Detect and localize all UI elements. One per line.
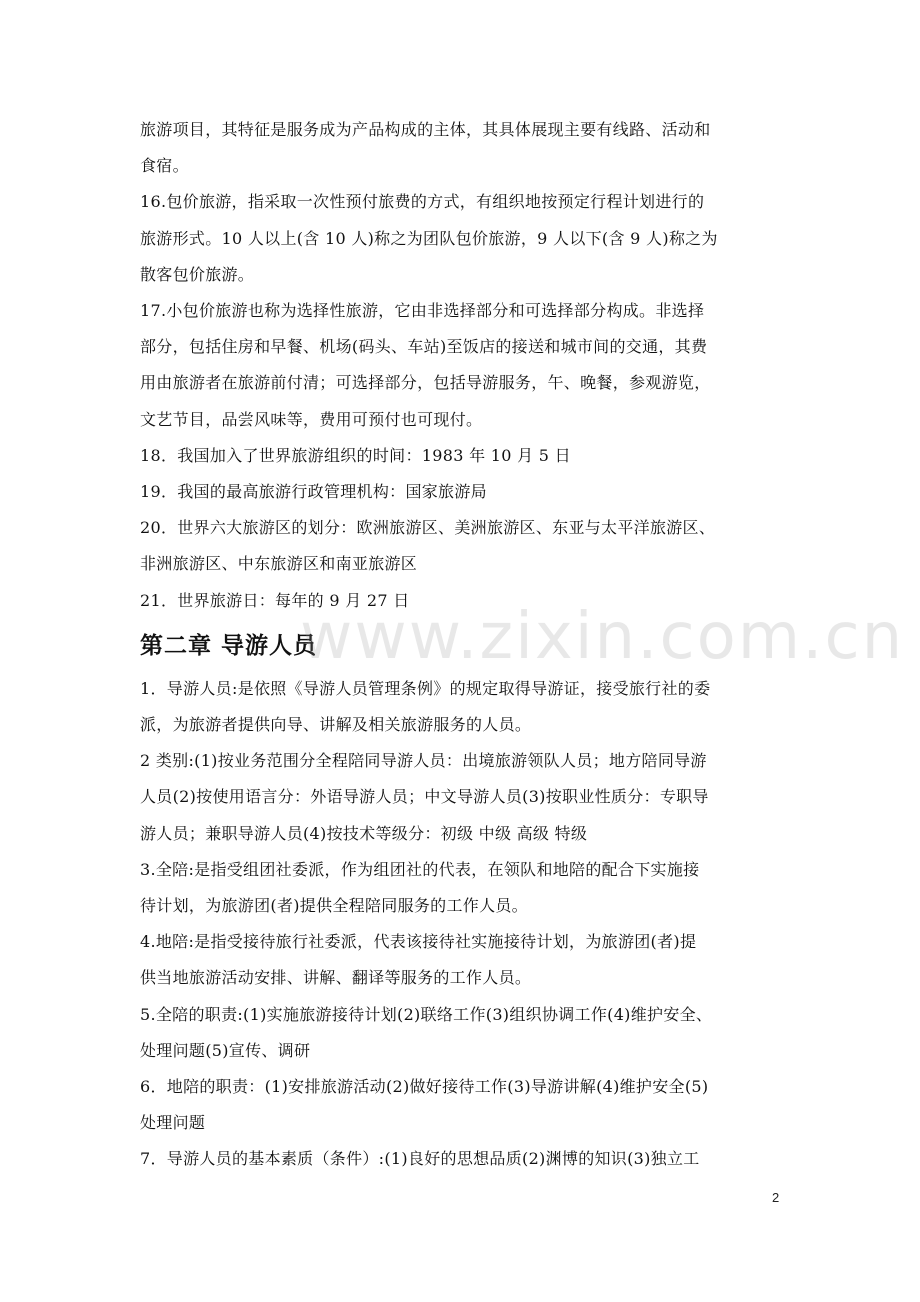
page-number: 2 [772,1190,780,1205]
text-line: 20．世界六大旅游区的划分：欧洲旅游区、美洲旅游区、东亚与太平洋旅游区、 [140,518,716,538]
text-line: 3.全陪:是指受组团社委派，作为组团社的代表，在领队和地陪的配合下实施接 [140,859,700,879]
text-line: 派，为旅游者提供向导、讲解及相关旅游服务的人员。 [140,715,532,735]
text-line: 6．地陪的职责：(1)安排旅游活动(2)做好接待工作(3)导游讲解(4)维护安全(5) [140,1077,709,1097]
text-line: 人员(2)按使用语言分：外语导游人员；中文导游人员(3)按职业性质分：专职导 [140,787,709,807]
text-line: 旅游形式。10 人以上(含 10 人)称之为团队包价旅游，9 人以下(含 9 人)称之为 [140,228,718,248]
text-line: 2 类别:(1)按业务范围分全程陪同导游人员：出境旅游领队人员；地方陪同导游 [140,751,707,771]
text-line: 处理问题(5)宣传、调研 [140,1040,311,1060]
text-line: 部分，包括住房和早餐、机场(码头、车站)至饭店的接送和城市间的交通，其费 [140,337,708,357]
text-block-before [140,112,790,619]
text-line: 17.小包价旅游也称为选择性旅游，它由非选择部分和可选择部分构成。非选择 [140,301,705,321]
text-line: 处理问题 [140,1113,206,1133]
text-block-after [140,671,790,1178]
text-line: 文艺节目，品尝风味等，费用可预付也可现付。 [140,409,483,429]
text-line: 供当地旅游活动安排、讲解、翻译等服务的工作人员。 [140,968,532,988]
text-line: 4.地陪:是指受接待旅行社委派，代表该接待社实施接待计划，为旅游团(者)提 [140,932,697,952]
document-body [140,112,790,1178]
text-line: 7．导游人员的基本素质（条件）:(1)良好的思想品质(2)渊博的知识(3)独立工 [140,1149,700,1169]
text-line: 1．导游人员:是依照《导游人员管理条例》的规定取得导游证，接受旅行社的委 [140,678,711,698]
text-line: 用由旅游者在旅游前付清；可选择部分，包括导游服务，午、晚餐，参观游览， [140,373,711,393]
text-line: 21．世界旅游日：每年的 9 月 27 日 [140,590,410,610]
text-line: 5.全陪的职责:(1)实施旅游接待计划(2)联络工作(3)组织协调工作(4)维护安全、 [140,1004,713,1024]
text-line: 食宿。 [140,156,189,176]
text-line: 16.包价旅游，指采取一次性预付旅费的方式，有组织地按预定行程计划进行的 [140,192,705,212]
chapter-heading: 第二章 导游人员 [140,632,318,659]
text-line: 18．我国加入了世界旅游组织的时间：1983 年 10 月 5 日 [140,445,571,465]
text-line: 散客包价旅游。 [140,264,255,284]
text-line: 非洲旅游区、中东旅游区和南亚旅游区 [140,554,418,574]
text-line: 19．我国的最高旅游行政管理机构：国家旅游局 [140,482,487,502]
text-line: 待计划，为旅游团(者)提供全程陪同服务的工作人员。 [140,896,528,916]
watermark: www.zixin.com.cn [300,600,905,674]
text-line: 旅游项目，其特征是服务成为产品构成的主体，其具体展现主要有线路、活动和 [140,120,711,139]
text-line: 游人员；兼职导游人员(4)按技术等级分：初级 中级 高级 特级 [140,823,588,843]
